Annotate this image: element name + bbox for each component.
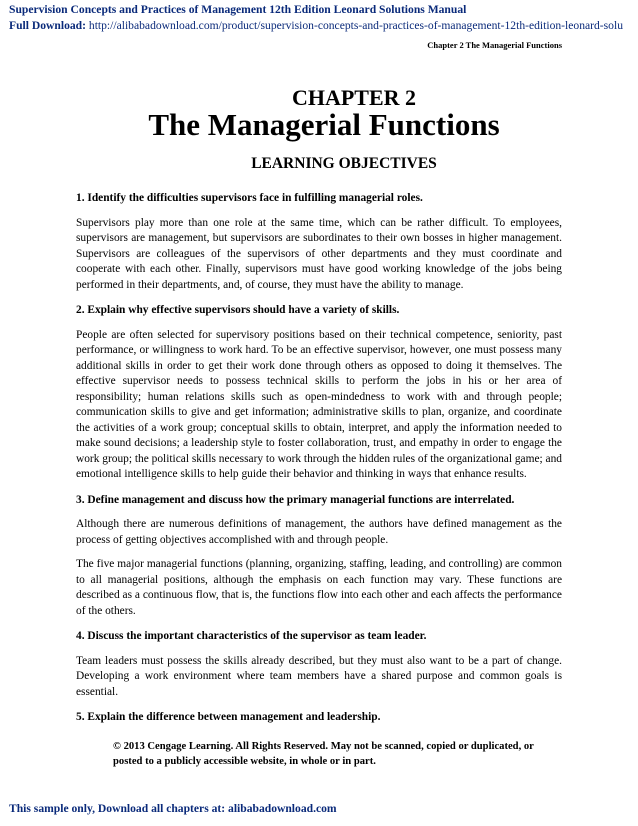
watermark-title: Supervision Concepts and Practices of Management 12th Edition Leonard Solutions Manual [9,3,467,16]
objective-heading-5: 5. Explain the difference between management and leadership. [76,711,381,723]
objective-paragraph: Although there are numerous definitions of management, the authors have defined management as the process of getting objectives accomplished with and through people. [76,518,562,546]
watermark-download-link[interactable]: http://alibabadownload.com/product/supervision-concepts-and-practices-of-management-12th-edition-leonard-solu [88,19,623,32]
objective-heading-3: 3. Define management and discuss how the primary managerial functions are interrelated. [76,493,515,506]
objective-paragraph: People are often selected for supervisory positions based on their technical competence, seniority, past performance, or willingness to work hard. To be an effective supervisor, however, one must possess many additional skills in order to get their work done through others as opposed to doing it themselves. The effective supervisor needs to possess technical skills to perform the jobs in his or her area of responsibility; human relations skills such as open-mindedness to work with and through people; communication skills to give and get information; administrative skills to plan, organize, and coordinate the activities of a work group; conceptual skills to obtain, interpret, and apply the information needed to make sound decisions; a leadership style to foster collaboration, trust, and empathy in order to engage the work group; the political skills necessary to work through the hidden rules of the organizational game; and emotional intelligence skills to help guide their behavior and thinking in ways that enhance results. [76,328,562,480]
objective-heading-4: 4. Discuss the important characteristics of the supervisor as team leader. [76,630,427,642]
running-head: Chapter 2 The Managerial Functions [427,40,562,50]
watermark-download-label: Full Download: [9,19,86,32]
watermark-download-line [9,19,623,32]
objective-heading-1: 1. Identify the difficulties supervisors face in fulfilling managerial roles. [76,192,423,204]
objective-paragraph: The five major managerial functions (planning, organizing, staffing, leading, and controlling) are common to all managerial positions, although the emphasis on each function may vary. These functions are described as a continuous flow, that is, the functions flow into each other and each affects the performance of the others. [76,558,562,617]
objective-paragraph: Supervisors play more than one role at the same time, which can be rather difficult. To employees, supervisors are management, but supervisors are subordinates to their own bosses in higher management. Supervisors are colleagues of the supervisors of other departments and they must coordinate and cooperate with each other. Finally, supervisors must have good working knowledge of the jobs being performed in their departments, and, of course, they must have the ability to manage. [76,216,562,291]
copyright-notice: © 2013 Cengage Learning. All Rights Reserved. May not be scanned, copied or duplicated, or posted to a publicly accessible website, in whole or in part. [113,741,534,767]
learning-objectives-heading: LEARNING OBJECTIVES [251,155,437,172]
objective-paragraph: Team leaders must possess the skills already described, but they must also want to be a part of change. Developing a work environment where team members have a shared purpose and common goals is essential. [76,654,562,698]
objective-heading-2: 2. Explain why effective supervisors should have a variety of skills. [76,304,400,316]
download-footer-banner[interactable]: This sample only, Download all chapters at: alibabadownload.com [9,802,337,815]
objectives-body [76,191,562,735]
chapter-number: CHAPTER 2 [291,85,417,110]
chapter-title: The Managerial Functions [148,107,500,142]
